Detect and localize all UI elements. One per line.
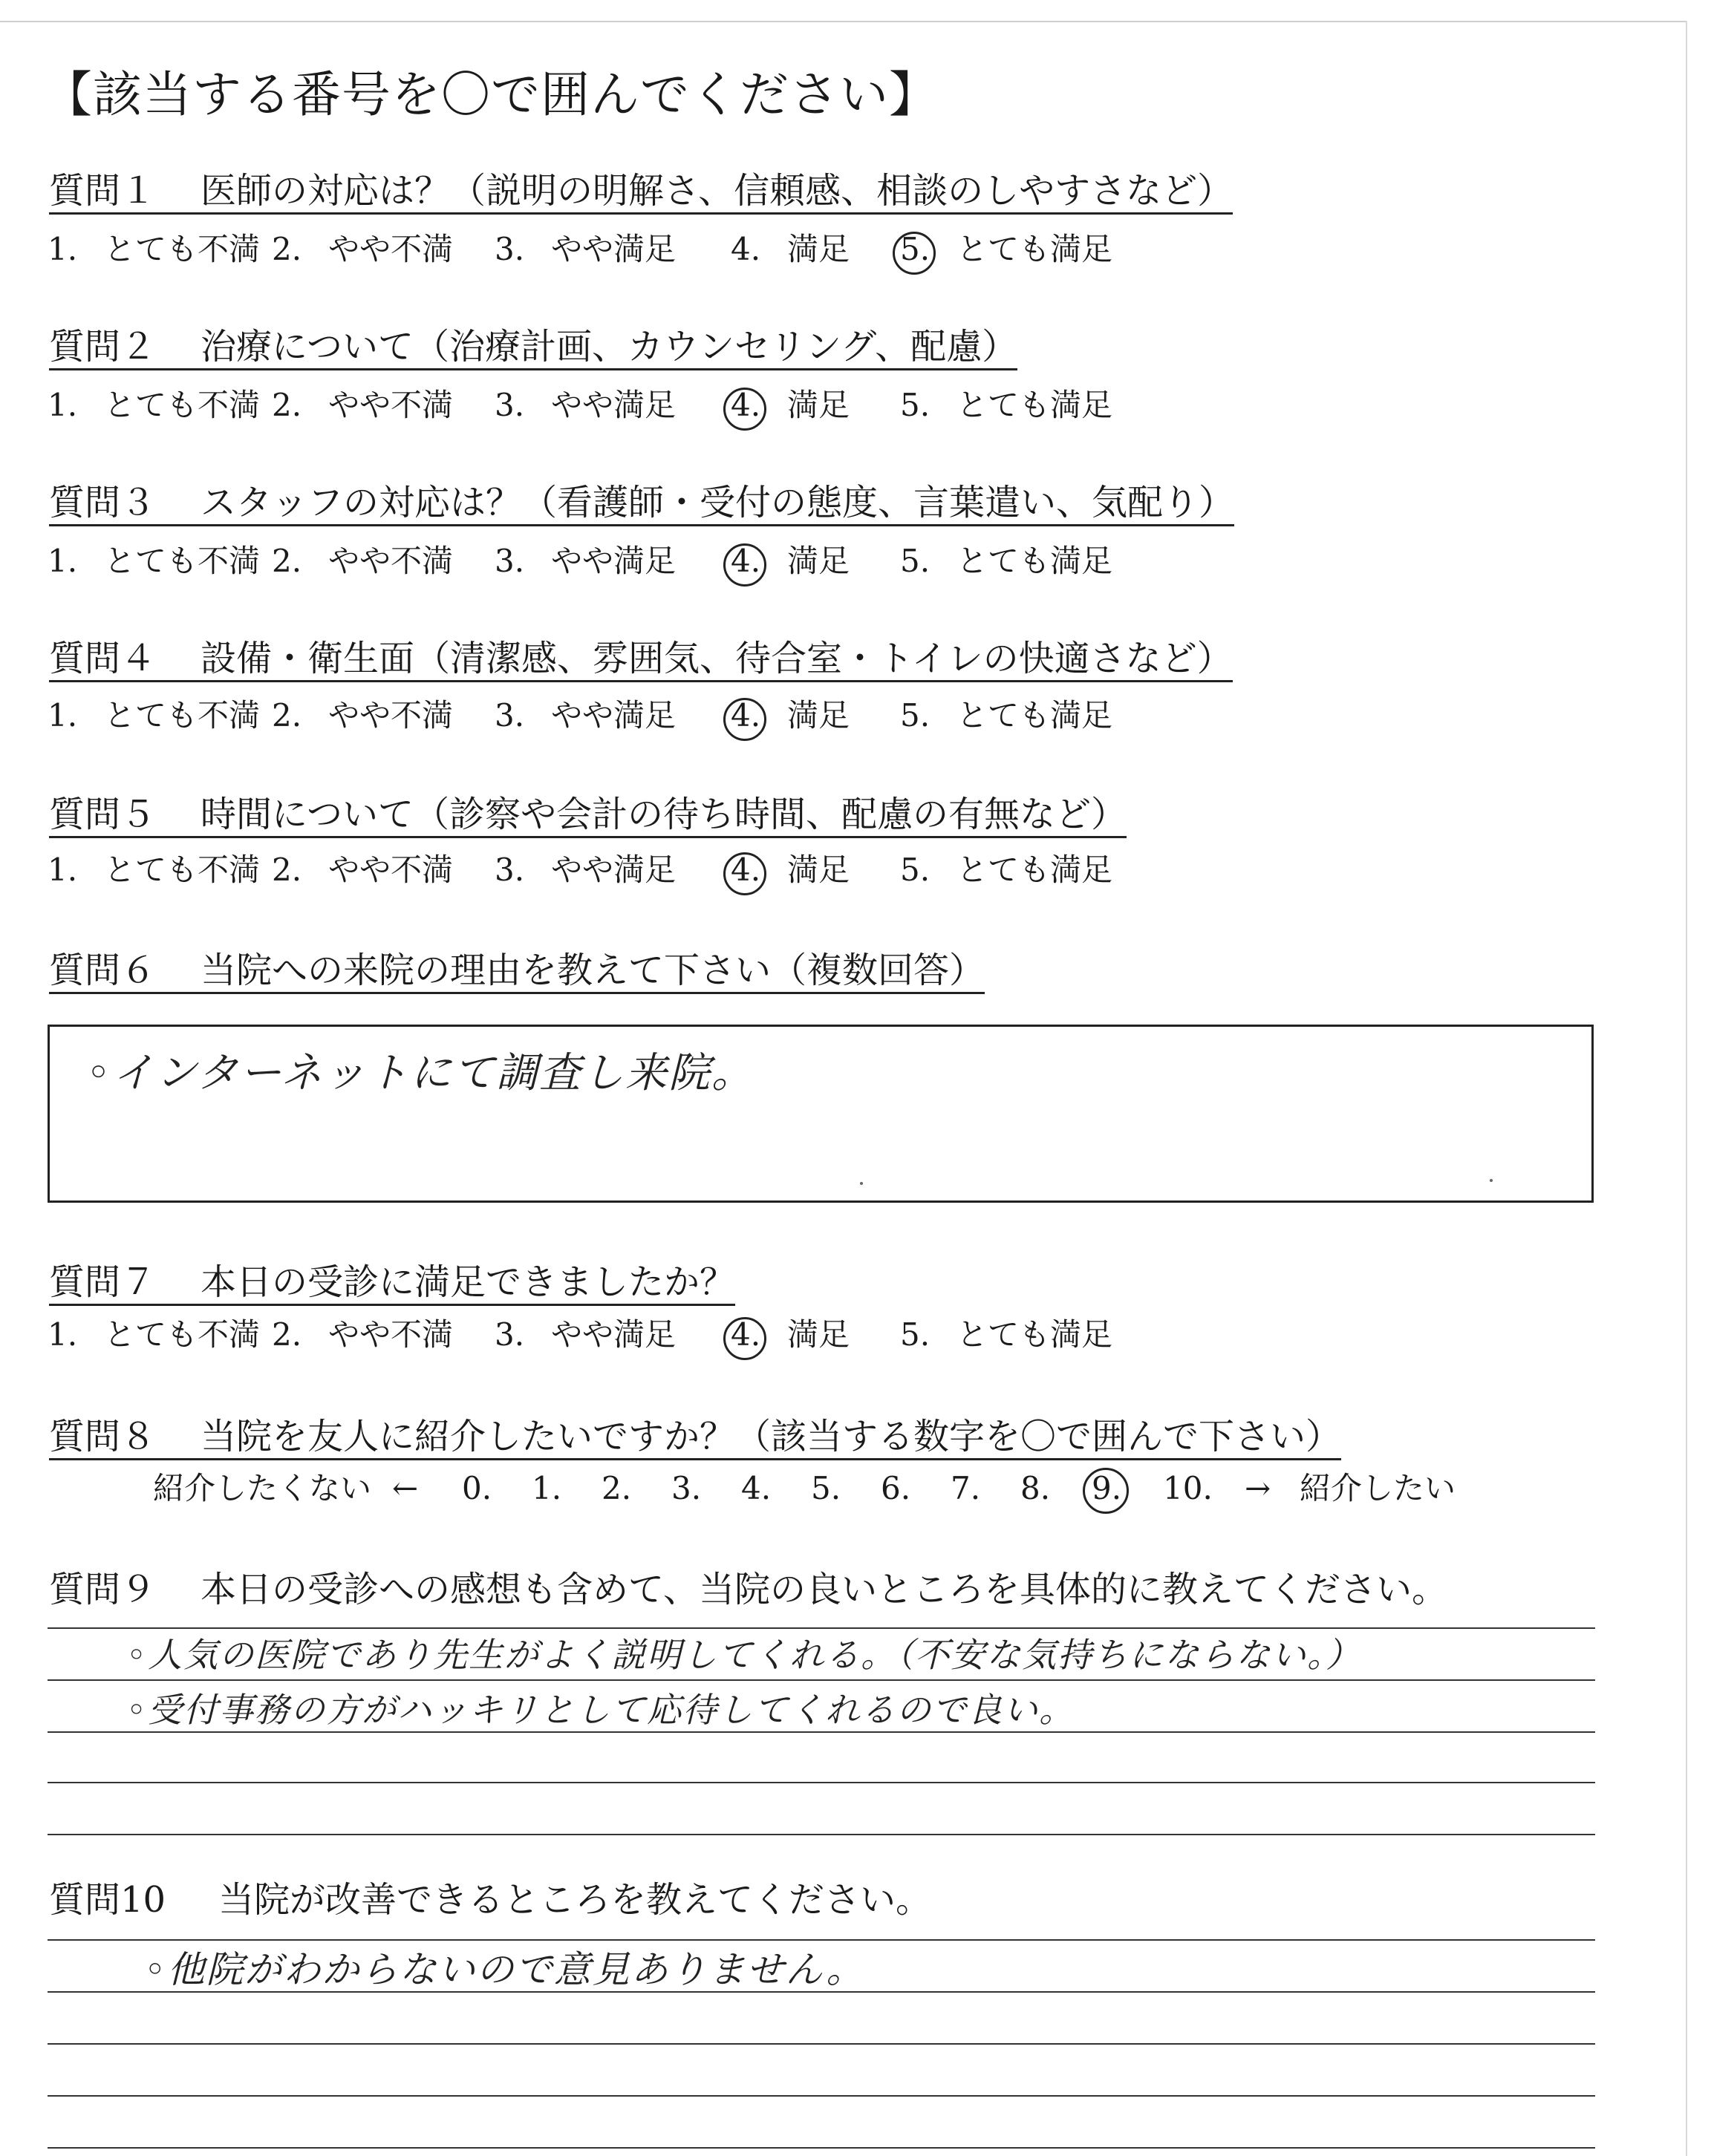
question-3-text: スタッフの対応は？（看護師・受付の態度、言葉遣い、気配り）	[201, 482, 1235, 523]
option-5[interactable]	[900, 695, 1112, 736]
scale-value-7: 7.	[951, 1470, 981, 1506]
q9-rule-5	[48, 1834, 1595, 1835]
option-label: とても満足	[956, 231, 1113, 267]
question-1-text: 医師の対応は？（説明の明解さ、信頼感、相談のしやすさなど）	[201, 170, 1233, 212]
question-6-number: 質問６	[49, 950, 157, 991]
question-3-heading	[49, 481, 1234, 526]
option-number: 3.	[495, 387, 525, 423]
option-label: とても不満	[104, 697, 261, 734]
question-6-heading	[49, 949, 985, 994]
option-2[interactable]	[272, 849, 453, 891]
option-label: やや満足	[551, 543, 677, 579]
option-label: とても満足	[956, 387, 1113, 423]
option-5[interactable]	[900, 849, 1112, 891]
option-label: とても満足	[956, 697, 1113, 734]
option-number: 2.	[272, 1316, 302, 1353]
option-4[interactable]	[731, 849, 850, 891]
option-2[interactable]	[272, 229, 453, 270]
scale-value-6: 6.	[881, 1470, 911, 1506]
option-1[interactable]	[48, 849, 260, 891]
option-3[interactable]	[495, 1314, 676, 1356]
question-5-text: 時間について（診察や会計の待ち時間、配慮の有無など）	[201, 794, 1127, 835]
option-number: 1.	[48, 1316, 78, 1353]
scan-edge-top	[0, 21, 1686, 22]
option-label: とても不満	[104, 387, 261, 423]
option-1[interactable]	[48, 540, 260, 582]
question-2-number: 質問２	[49, 326, 157, 368]
option-number: 1.	[48, 852, 78, 888]
option-number: 1.	[48, 387, 78, 423]
option-1[interactable]	[48, 229, 260, 270]
option-label: 満足	[787, 543, 850, 579]
scale-right-arrow: →	[1245, 1470, 1271, 1506]
option-number: 3.	[495, 231, 525, 267]
scale-left-arrow: ←	[392, 1470, 419, 1506]
option-number-selected: 4.	[731, 695, 787, 736]
q9-rule-1	[48, 1627, 1595, 1629]
option-label: やや満足	[551, 1316, 677, 1353]
question-5-number: 質問５	[49, 794, 157, 835]
option-number: 3.	[495, 852, 525, 888]
scan-speck	[1490, 1179, 1493, 1182]
option-number: 1.	[48, 697, 78, 734]
question-9-heading	[49, 1568, 1447, 1611]
option-5[interactable]	[900, 229, 1112, 270]
option-label: とても満足	[956, 852, 1113, 888]
question-10-text: 当院が改善できるところを教えてください。	[218, 1879, 932, 1921]
option-3[interactable]	[495, 849, 676, 891]
question-3-number: 質問３	[49, 482, 157, 523]
question-7-text: 本日の受診に満足できましたか？	[201, 1261, 736, 1303]
scale-value-5: 5.	[811, 1470, 841, 1506]
option-label: やや満足	[551, 231, 677, 267]
option-number-selected: 4.	[731, 385, 787, 426]
option-4[interactable]	[731, 385, 850, 426]
option-number: 3.	[495, 697, 525, 734]
option-label: 満足	[787, 852, 850, 888]
option-number: 1.	[48, 543, 78, 579]
scale-value-4: 4.	[741, 1470, 772, 1506]
scan-edge-right	[1686, 21, 1687, 2156]
option-4[interactable]	[731, 540, 850, 582]
option-number: 5.	[900, 697, 931, 734]
option-label: とても不満	[104, 231, 261, 267]
question-8-heading	[49, 1415, 1341, 1460]
option-label: 満足	[787, 1316, 850, 1353]
question-5-heading	[49, 793, 1127, 838]
q9-rule-3	[48, 1731, 1595, 1733]
question-1-heading	[49, 169, 1233, 215]
question-9-answer-line-2: ◦受付事務の方がハッキリとして応待してくれるので良い。	[126, 1690, 1075, 1730]
option-3[interactable]	[495, 385, 676, 426]
option-2[interactable]	[272, 1314, 453, 1356]
scale-value-10: 10.	[1163, 1470, 1213, 1506]
scale-value-1: 1.	[532, 1470, 562, 1506]
option-number: 4.	[731, 231, 761, 267]
option-1[interactable]	[48, 695, 260, 736]
option-number-selected: 4.	[731, 1314, 787, 1356]
question-1-number: 質問１	[49, 170, 157, 212]
option-number: 5.	[900, 1316, 931, 1353]
option-label: 満足	[787, 231, 850, 267]
option-number-selected: 4.	[731, 849, 787, 891]
question-10-heading	[49, 1878, 931, 1921]
question-2-heading	[49, 325, 1017, 370]
option-1[interactable]	[48, 1314, 260, 1356]
option-label: やや不満	[328, 543, 454, 579]
scale-value-3: 3.	[671, 1470, 702, 1506]
question-6-answer: ◦インターネットにて調査し来院。	[86, 1049, 755, 1097]
question-9-number: 質問９	[49, 1569, 157, 1610]
q9-rule-4	[48, 1782, 1595, 1783]
scale-value-0: 0.	[462, 1470, 492, 1506]
option-label: とても不満	[104, 852, 261, 888]
option-5[interactable]	[900, 1314, 1112, 1356]
option-2[interactable]	[272, 540, 453, 582]
option-label: やや不満	[328, 231, 454, 267]
q10-rule-4	[48, 2095, 1595, 2097]
scale-left-label: 紹介したくない	[153, 1470, 372, 1506]
question-2-text: 治療について（治療計画、カウンセリング、配慮）	[201, 326, 1018, 368]
question-7-number: 質問７	[49, 1261, 157, 1303]
option-number: 5.	[900, 387, 931, 423]
option-label: やや不満	[328, 852, 454, 888]
question-4-number: 質問４	[49, 638, 157, 679]
option-label: やや満足	[551, 697, 677, 734]
option-number-selected: 4.	[731, 540, 787, 582]
scan-speck	[860, 1182, 863, 1185]
option-label: やや満足	[551, 852, 677, 888]
option-label: とても不満	[104, 543, 261, 579]
option-number: 3.	[495, 543, 525, 579]
option-number: 2.	[272, 697, 302, 734]
option-number: 5.	[900, 852, 931, 888]
option-number-selected: 5.	[900, 229, 956, 270]
option-4[interactable]	[731, 229, 850, 270]
option-number: 2.	[272, 387, 302, 423]
question-9-text: 本日の受診への感想も含めて、当院の良いところを具体的に教えてください。	[201, 1569, 1448, 1610]
option-5[interactable]	[900, 540, 1112, 582]
scale-value-8: 8.	[1020, 1470, 1051, 1506]
option-label: やや不満	[328, 387, 454, 423]
option-label: やや不満	[328, 697, 454, 734]
option-4[interactable]	[731, 1314, 850, 1356]
option-number: 1.	[48, 231, 78, 267]
option-4[interactable]	[731, 695, 850, 736]
question-10-number: 質問10	[49, 1879, 166, 1921]
form-title: 【該当する番号を〇で囲んでください】	[43, 66, 939, 123]
option-number: 5.	[900, 543, 931, 579]
option-3[interactable]	[495, 540, 676, 582]
q10-rule-5	[48, 2147, 1595, 2149]
option-label: とても不満	[104, 1316, 261, 1353]
question-10-answer: ◦他院がわからないので意見ありません。	[144, 1948, 865, 1991]
q10-rule-1	[48, 1939, 1595, 1941]
option-number: 2.	[272, 543, 302, 579]
option-1[interactable]	[48, 385, 260, 426]
option-label: とても満足	[956, 1316, 1113, 1353]
question-8-scale	[0, 1466, 1485, 1511]
option-label: やや不満	[328, 1316, 454, 1353]
scale-value-selected: 9.	[1092, 1466, 1121, 1511]
question-6-text: 当院への来院の理由を教えて下さい（複数回答）	[201, 950, 985, 991]
option-number: 2.	[272, 852, 302, 888]
option-5[interactable]	[900, 385, 1112, 426]
question-8-text: 当院を友人に紹介したいですか？（該当する数字を〇で囲んで下さい）	[201, 1416, 1342, 1457]
option-number: 2.	[272, 231, 302, 267]
q10-rule-3	[48, 2043, 1595, 2045]
option-3[interactable]	[495, 229, 676, 270]
question-4-heading	[49, 637, 1233, 682]
question-9-answer-line-1: ◦人気の医院であり先生がよく説明してくれる。（不安な気持ちにならない。）	[126, 1635, 1362, 1675]
option-label: とても満足	[956, 543, 1113, 579]
q9-rule-2	[48, 1679, 1595, 1681]
question-7-heading	[49, 1261, 735, 1306]
option-2[interactable]	[272, 385, 453, 426]
option-label: やや満足	[551, 387, 677, 423]
option-2[interactable]	[272, 695, 453, 736]
question-8-number: 質問８	[49, 1416, 157, 1457]
option-label: 満足	[787, 387, 850, 423]
scale-value-2: 2.	[602, 1470, 632, 1506]
option-3[interactable]	[495, 695, 676, 736]
scale-right-label: 紹介したい	[1300, 1470, 1456, 1506]
option-label: 満足	[787, 697, 850, 734]
q10-rule-2	[48, 1991, 1595, 1993]
option-number: 3.	[495, 1316, 525, 1353]
question-4-text: 設備・衛生面（清潔感、雰囲気、待合室・トイレの快適さなど）	[201, 638, 1233, 679]
